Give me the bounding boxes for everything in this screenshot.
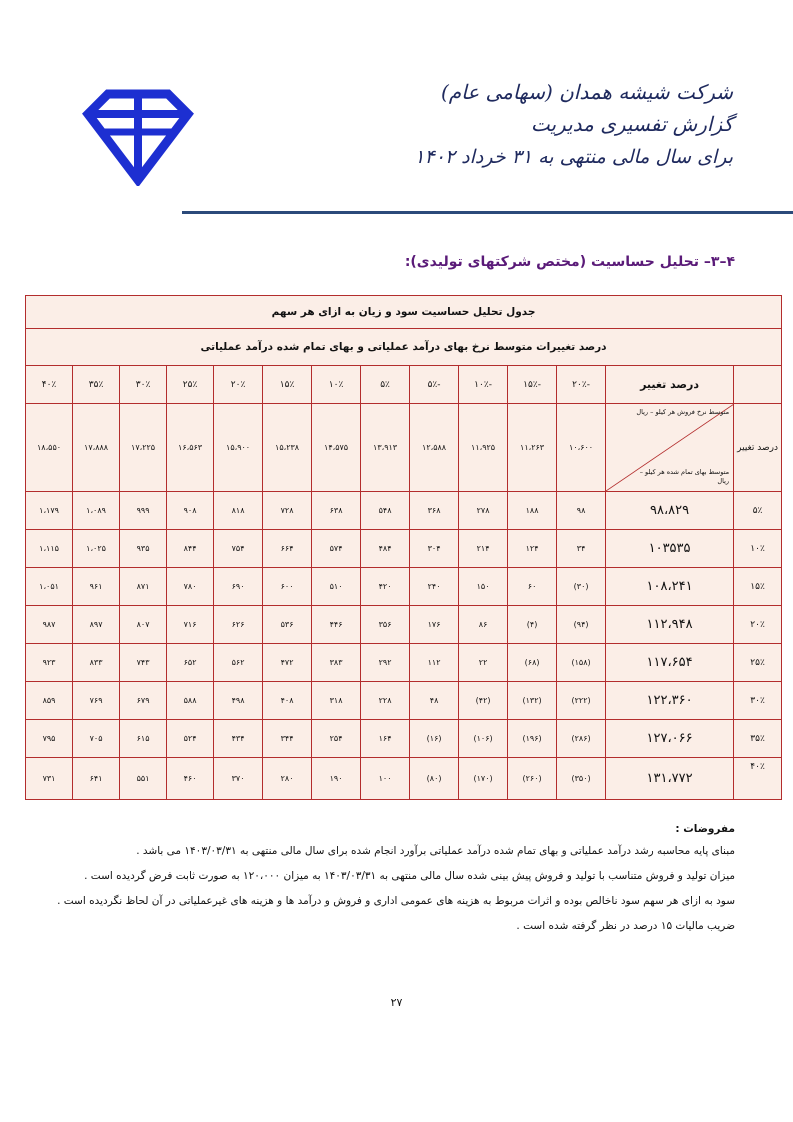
table-row <box>26 568 782 606</box>
value-cell: ۲۷۸ <box>459 492 508 530</box>
value-cell: ۹۹۹ <box>120 492 167 530</box>
value-cell: ۴۸۴ <box>361 530 410 568</box>
value-cell: ۳۷۰ <box>214 758 263 800</box>
value-cell: ۵۱۰ <box>312 568 361 606</box>
sensitivity-table-wrap <box>25 295 778 800</box>
assumption-item: میزان تولید و فروش متناسب با تولید و فروش پیش بینی شده سال مالی منتهی به ۱۴۰۳/۰۳/۳۱ به میزان ۱۲۰،۰۰۰ به صورت ثابت فرض گردیده است . <box>84 870 735 882</box>
row-label: ۱۵٪ <box>734 568 782 606</box>
value-cell: ۹۸ <box>557 492 606 530</box>
value-cell: ۸۹۷ <box>73 606 120 644</box>
value-cell: ۱۲۴ <box>508 530 557 568</box>
row-label: ۱۰٪ <box>734 530 782 568</box>
value-cell: ۹۳۵ <box>120 530 167 568</box>
cost-cell: ۱۳۱،۷۷۲ <box>606 758 734 800</box>
table-title: جدول تحلیل حساسیت سود و زیان به ازای هر سهم <box>26 296 782 329</box>
assumption-item: ضریب مالیات ۱۵ درصد در نظر گرفته شده است . <box>516 920 735 932</box>
price-cell: ۱۸،۵۵۰ <box>26 404 73 492</box>
row-header: درصد تغییر <box>734 404 782 492</box>
price-cell: ۱۶،۵۶۳ <box>167 404 214 492</box>
price-cell: ۱۷،۸۸۸ <box>73 404 120 492</box>
value-cell: ۵۴۸ <box>361 492 410 530</box>
value-cell: ۸۱۸ <box>214 492 263 530</box>
value-cell: ۸۳۳ <box>73 644 120 682</box>
column-header: -۱۵٪ <box>508 366 557 404</box>
change-header: درصد تغییر <box>606 366 734 404</box>
value-cell: ۸۷۱ <box>120 568 167 606</box>
value-cell: ۶۷۹ <box>120 682 167 720</box>
value-cell: (۱۰۶) <box>459 720 508 758</box>
value-cell: ۵۸۸ <box>167 682 214 720</box>
value-cell: ۵۶۲ <box>214 644 263 682</box>
value-cell: ۲۵۴ <box>312 720 361 758</box>
assumptions <box>35 823 735 945</box>
corner-cell <box>734 366 782 404</box>
report-period: برای سال مالی منتهی به ۳۱ خرداد ۱۴۰۲ <box>414 146 733 168</box>
row-label: ۲۵٪ <box>734 644 782 682</box>
value-cell: (۳۵۰) <box>557 758 606 800</box>
value-cell: ۶۶۴ <box>263 530 312 568</box>
value-cell: ۶۰ <box>508 568 557 606</box>
value-cell: (۱۶) <box>410 720 459 758</box>
value-cell: (۴) <box>508 606 557 644</box>
value-cell: ۷۸۰ <box>167 568 214 606</box>
value-cell: (۱۳۲) <box>508 682 557 720</box>
value-cell: ۷۹۵ <box>26 720 73 758</box>
value-cell: ۸۵۹ <box>26 682 73 720</box>
value-cell: ۶۰۰ <box>263 568 312 606</box>
value-cell: ۲۴۰ <box>410 568 459 606</box>
row-label: ۲۰٪ <box>734 606 782 644</box>
value-cell: ۱،۱۱۵ <box>26 530 73 568</box>
value-cell: (۲۸۶) <box>557 720 606 758</box>
table-row <box>26 644 782 682</box>
price-cell: ۱۷،۲۲۵ <box>120 404 167 492</box>
value-cell: ۷۳۱ <box>26 758 73 800</box>
value-cell: ۳۴ <box>557 530 606 568</box>
value-cell: ۸۶ <box>459 606 508 644</box>
value-cell: ۲۲۸ <box>361 682 410 720</box>
cost-cell: ۹۸،۸۲۹ <box>606 492 734 530</box>
price-cell: ۱۳،۹۱۳ <box>361 404 410 492</box>
value-cell: ۴۰۸ <box>263 682 312 720</box>
value-cell: ۵۲۴ <box>167 720 214 758</box>
assumptions-title: مفروضات : <box>675 823 735 835</box>
price-cell: ۱۵،۲۳۸ <box>263 404 312 492</box>
value-cell: ۷۰۵ <box>73 720 120 758</box>
value-cell: ۶۳۸ <box>312 492 361 530</box>
value-cell: ۵۳۶ <box>263 606 312 644</box>
value-cell: ۷۵۴ <box>214 530 263 568</box>
table-row <box>26 758 782 800</box>
table-row <box>26 682 782 720</box>
sensitivity-table <box>25 295 782 800</box>
value-cell: ۴۳۴ <box>214 720 263 758</box>
value-cell: ۶۱۵ <box>120 720 167 758</box>
value-cell: ۸۴۴ <box>167 530 214 568</box>
value-cell: ۹۰۸ <box>167 492 214 530</box>
diag-top-label: متوسط نرخ فروش هر کیلو – ریال <box>636 408 730 416</box>
company-name: شرکت شیشه همدان (سهامی عام) <box>440 80 733 104</box>
value-cell: ۸۰۷ <box>120 606 167 644</box>
value-cell: ۲۸۰ <box>263 758 312 800</box>
value-cell: (۳۰) <box>557 568 606 606</box>
price-cell: ۱۱،۲۶۳ <box>508 404 557 492</box>
row-label: ۳۵٪ <box>734 720 782 758</box>
value-cell: ۷۶۹ <box>73 682 120 720</box>
value-cell: ۱،۰۸۹ <box>73 492 120 530</box>
cost-cell: ۱۱۷،۶۵۴ <box>606 644 734 682</box>
value-cell: ۷۴۳ <box>120 644 167 682</box>
value-cell: ۱،۰۲۵ <box>73 530 120 568</box>
value-cell: ۳۴۴ <box>263 720 312 758</box>
price-cell: ۱۵،۹۰۰ <box>214 404 263 492</box>
cost-cell: ۱۲۲،۳۶۰ <box>606 682 734 720</box>
column-header: -۱۰٪ <box>459 366 508 404</box>
header-rule <box>182 211 793 214</box>
table-row <box>26 492 782 530</box>
column-header: ۳۵٪ <box>73 366 120 404</box>
value-cell: ۱،۱۷۹ <box>26 492 73 530</box>
column-header: ۴۰٪ <box>26 366 73 404</box>
value-cell: ۶۲۶ <box>214 606 263 644</box>
value-cell: ۱۶۴ <box>361 720 410 758</box>
value-cell: ۳۰۴ <box>410 530 459 568</box>
value-cell: ۴۷۲ <box>263 644 312 682</box>
value-cell: (۶۸) <box>508 644 557 682</box>
value-cell: ۳۵۶ <box>361 606 410 644</box>
value-cell: ۱۹۰ <box>312 758 361 800</box>
value-cell: (۱۹۶) <box>508 720 557 758</box>
value-cell: ۹۸۷ <box>26 606 73 644</box>
value-cell: (۲۶۰) <box>508 758 557 800</box>
price-cell: ۱۴،۵۷۵ <box>312 404 361 492</box>
price-cell: ۱۱،۹۲۵ <box>459 404 508 492</box>
report-name: گزارش تفسیری مدیریت <box>530 112 733 136</box>
value-cell: (۱۷۰) <box>459 758 508 800</box>
table-row <box>26 606 782 644</box>
column-header: ۳۰٪ <box>120 366 167 404</box>
column-header: ۱۵٪ <box>263 366 312 404</box>
cost-cell: ۱۲۷،۰۶۶ <box>606 720 734 758</box>
value-cell: ۵۷۴ <box>312 530 361 568</box>
value-cell: (۲۲۲) <box>557 682 606 720</box>
value-cell: ۴۲۰ <box>361 568 410 606</box>
value-cell: ۱۸۸ <box>508 492 557 530</box>
column-header: ۵٪ <box>361 366 410 404</box>
column-header: ۲۰٪ <box>214 366 263 404</box>
price-cell: ۱۰،۶۰۰ <box>557 404 606 492</box>
column-header: ۲۵٪ <box>167 366 214 404</box>
value-cell: ۳۸۳ <box>312 644 361 682</box>
assumption-item: سود به ازای هر سهم سود ناخالص بوده و اثرات مربوط به هزینه های عمومی اداری و فروش و درآمد ها و هزینه های غیرعملیاتی در آن لحاظ نگردیده است . <box>57 895 735 907</box>
row-label: ۴۰٪ <box>734 758 782 800</box>
cost-cell: ۱۰۸،۲۴۱ <box>606 568 734 606</box>
column-header: -۵٪ <box>410 366 459 404</box>
value-cell: ۲۹۲ <box>361 644 410 682</box>
row-label: ۳۰٪ <box>734 682 782 720</box>
price-cell: ۱۲،۵۸۸ <box>410 404 459 492</box>
value-cell: (۸۰) <box>410 758 459 800</box>
assumption-item: مبنای پایه محاسبه رشد درآمد عملیاتی و بهای تمام شده درآمد عملیاتی برآورد انجام شده برای سال مالی منتهی به ۱۴۰۳/۰۳/۳۱ می باشد . <box>136 845 735 857</box>
page-number: ۲۷ <box>390 996 403 1009</box>
table-subtitle: درصد تغییرات متوسط نرخ بهای درآمد عملیاتی و بهای تمام شده درآمد عملیاتی <box>26 329 782 366</box>
value-cell: (۴۲) <box>459 682 508 720</box>
table-row <box>26 720 782 758</box>
cost-cell: ۱۱۲،۹۴۸ <box>606 606 734 644</box>
value-cell: ۶۹۰ <box>214 568 263 606</box>
column-header: -۲۰٪ <box>557 366 606 404</box>
value-cell: ۴۹۸ <box>214 682 263 720</box>
value-cell: (۹۴) <box>557 606 606 644</box>
value-cell: ۷۱۶ <box>167 606 214 644</box>
company-logo <box>82 88 194 186</box>
value-cell: ۶۴۱ <box>73 758 120 800</box>
value-cell: ۱۰۰ <box>361 758 410 800</box>
section-title: ۴–۳– تحلیل حساسیت (مختص شرکتهای تولیدی): <box>404 254 735 270</box>
value-cell: ۲۲ <box>459 644 508 682</box>
value-cell: ۴۸ <box>410 682 459 720</box>
value-cell: ۹۲۳ <box>26 644 73 682</box>
value-cell: ۲۱۴ <box>459 530 508 568</box>
value-cell: ۷۲۸ <box>263 492 312 530</box>
value-cell: ۶۵۲ <box>167 644 214 682</box>
value-cell: ۱۱۲ <box>410 644 459 682</box>
report-header <box>414 80 733 169</box>
diag-bottom-label: متوسط بهای تمام شده هر کیلو – ریال <box>639 467 730 486</box>
value-cell: ۳۶۸ <box>410 492 459 530</box>
value-cell: (۱۵۸) <box>557 644 606 682</box>
row-label: ۵٪ <box>734 492 782 530</box>
value-cell: ۴۶۰ <box>167 758 214 800</box>
value-cell: ۱۵۰ <box>459 568 508 606</box>
value-cell: ۴۴۶ <box>312 606 361 644</box>
value-cell: ۹۶۱ <box>73 568 120 606</box>
value-cell: ۱۷۶ <box>410 606 459 644</box>
cost-cell: ۱۰۳۵۳۵ <box>606 530 734 568</box>
value-cell: ۳۱۸ <box>312 682 361 720</box>
value-cell: ۵۵۱ <box>120 758 167 800</box>
table-row <box>26 530 782 568</box>
column-header: ۱۰٪ <box>312 366 361 404</box>
diagonal-header-cell <box>606 404 734 492</box>
value-cell: ۱،۰۵۱ <box>26 568 73 606</box>
